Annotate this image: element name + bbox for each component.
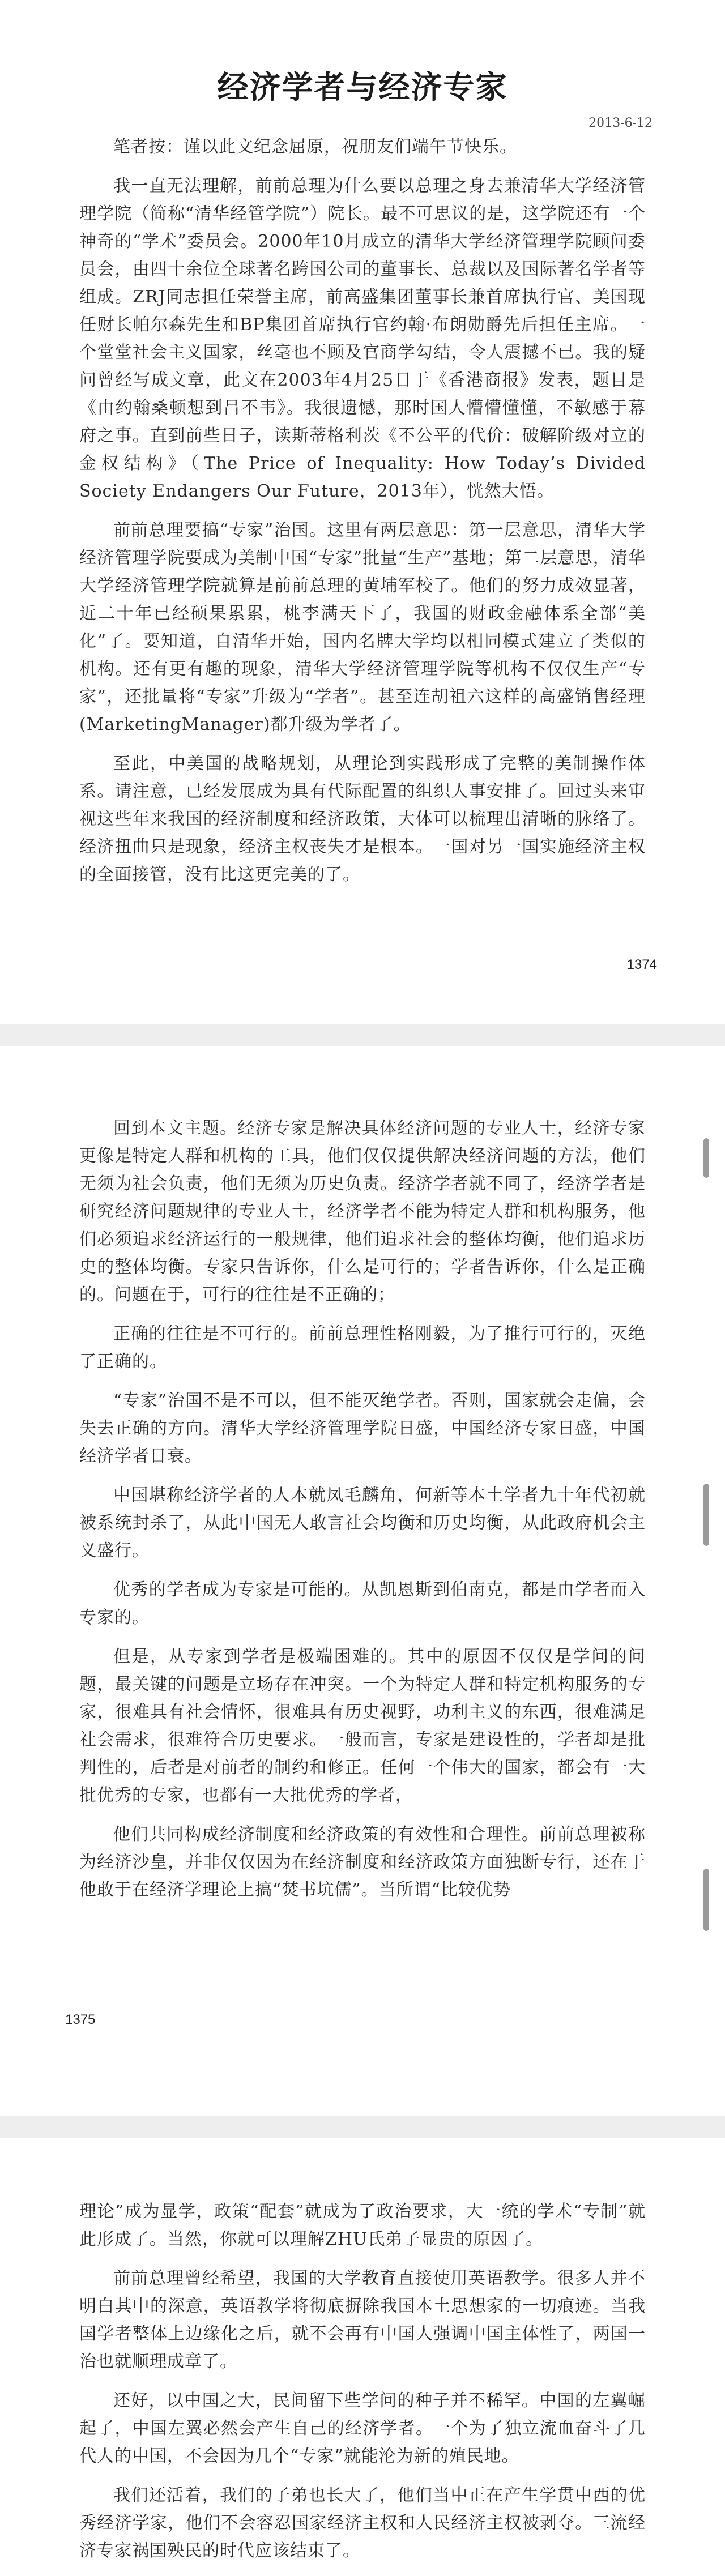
paragraph: 理论”成为显学，政策“配套”就成为了政治要求，大一统的学术“专制”就此形成了。当然，你就可以理解ZHU氏弟子显贵的原因了。 — [79, 2202, 646, 2249]
scrollbar-thumb[interactable] — [703, 1138, 709, 1178]
paragraph: 笔者按：谨以此文纪念屈原，祝朋友们端午节快乐。 — [113, 137, 517, 157]
paragraph: 但是，从专家到学者是极端困难的。其中的原因不仅仅是学问的问题，最关键的问题是立场存在冲突。一个为特定人群和特定机构服务的专家，很难具有社会情怀，很难具有历史视野，功利主义的东西，很难满足社会需求，很难符合历史要求。一般而言，专家是建设性的，学者却是批判性的，后者是对前者的制约和修正。任何一个伟大的国家，都会有一大批优秀的专家，也都有一大批优秀的学者， — [79, 1647, 646, 1805]
page-3 — [0, 2138, 725, 2573]
scrollbar-thumb[interactable] — [703, 1869, 709, 1931]
page-1 — [0, 0, 725, 1024]
page-number: 1374 — [626, 957, 657, 972]
article-date: 2013-6-12 — [588, 116, 652, 130]
page-2 — [0, 1046, 725, 2116]
paragraph: “专家”治国不是不可以，但不能灭绝学者。否则，国家就会走偏，会失去正确的方向。清华大学经济管理学院日盛，中国经济专家日盛，中国经济学者日衰。 — [79, 1391, 646, 1466]
page-number: 1375 — [65, 2012, 96, 2027]
paragraph: 中国堪称经济学者的人本就凤毛麟角，何新等本土学者九十年代初就被系统封杀了，从此中国无人敢言社会均衡和历史均衡，从此政府机会主义盛行。 — [79, 1485, 646, 1561]
article-title: 经济学者与经济专家 — [217, 69, 508, 105]
page-3-content — [79, 2198, 646, 2576]
page-2-content — [79, 1114, 646, 1915]
paragraph: 还好，以中国之大，民间留下些学问的种子并不稀罕。中国的左翼崛起了，中国左翼必然会产生自己的经济学者。一个为了独立流血奋斗了几代人的中国，不会因为几个“专家”就能沦为新的殖民地。 — [79, 2391, 646, 2466]
paragraph: 前前总理要搞“专家”治国。这里有两层意思：第一层意思，清华大学经济管理学院要成为美制中国“专家”批量“生产”基地；第二层意思，清华大学经济管理学院就算是前前总理的黄埔军校了。他们的努力成效显著，近二十年已经硕果累累，桃李满天下了，我国的财政金融体系全部“美化”了。要知道，自清华开始，国内名牌大学均以相同模式建立了类似的机构。还有更有趣的现象，清华大学经济管理学院等机构不仅仅生产“专家”，还批量将“专家”升级为“学者”。甚至连胡祖六这样的高盛销售经理(MarketingManager)都升级为学者了。 — [79, 520, 646, 734]
paragraph: 回到本文主题。经济专家是解决具体经济问题的专业人士，经济专家更像是特定人群和机构的工具，他们仅仅提供解决经济问题的方法，他们无须为社会负责，他们无须为历史负责。经济学者就不同了，经济学者是研究经济问题规律的专业人士，经济学者不能为特定人群和机构服务，他们必须追求经济运行的一般规律，他们追求社会的整体均衡，他们追求历史的整体均衡。专家只告诉你，什么是可行的；学者告诉你，什么是正确的。问题在于，可行的往往是不正确的； — [79, 1118, 646, 1305]
page-1-content — [79, 133, 646, 900]
page-separator — [0, 2116, 725, 2138]
scrollbar-thumb[interactable] — [703, 1484, 709, 1546]
paragraph: 优秀的学者成为专家是可能的。从凯恩斯到伯南克，都是由学者而入专家的。 — [79, 1580, 646, 1627]
paragraph: 我一直无法理解，前前总理为什么要以总理之身去兼清华大学经济管理学院（简称“清华经管学院”）院长。最不可思议的是，这学院还有一个神奇的“学术”委员会。2000年10月成立的清华大学经济管理学院顾问委员会，由四十余位全球著名跨国公司的董事长、总裁以及国际著名学者等组成。ZRJ同志担任荣誉主席，前高盛集团董事长兼首席执行官、美国现任财长帕尔森先生和BP集团首席执行官约翰·布朗勋爵先后担任主席。一个堂堂社会主义国家，丝毫也不顾及官商学勾结，令人震撼不已。我的疑问曾经写成文章，此文在2003年4月25日于《香港商报》发表，题目是《由约翰桑顿想到吕不韦》。我很遗憾，那时国人懵懵懂懂，不敏感于幕府之事。直到前些日子，读斯蒂格利茨《不公平的代价：破解阶级对立的金权结构》（The Price of Inequality: How Today’s Divided Society Endangers Our Future，2013年），恍然大悟。 — [79, 176, 646, 501]
paragraph: 他们共同构成经济制度和经济政策的有效性和合理性。前前总理被称为经济沙皇，并非仅仅因为在经济制度和经济政策方面独断专行，还在于他敢于在经济学理论上搞“焚书坑儒”。当所谓“比较优势 — [79, 1825, 646, 1900]
paragraph: 前前总理曾经希望，我国的大学教育直接使用英语教学。很多人并不明白其中的深意，英语教学将彻底摒除我国本土思想家的一切痕迹。当我国学者整体上边缘化之后，就不会再有中国人强调中国主体性了，两国一治也就顺理成章了。 — [79, 2269, 646, 2372]
page-separator — [0, 1024, 725, 1046]
paragraph: 至此，中美国的战略规划，从理论到实践形成了完整的美制操作体系。请注意，已经发展成为具有代际配置的组织人事安排了。回过头来审视这些年来我国的经济制度和经济政策，大体可以梳理出清晰的脉络了。经济扭曲只是现象，经济主权丧失才是根本。一国对另一国实施经济主权的全面接管，没有比这更完美的了。 — [79, 754, 646, 885]
paragraph: 我们还活着，我们的子弟也长大了，他们当中正在产生学贯中西的优秀经济学家，他们不会容忍国家经济主权和人民经济主权被剥夺。三流经济专家祸国殃民的时代应该结束了。 — [79, 2485, 646, 2561]
paragraph: 正确的往往是不可行的。前前总理性格刚毅，为了推行可行的，灭绝了正确的。 — [79, 1324, 646, 1372]
